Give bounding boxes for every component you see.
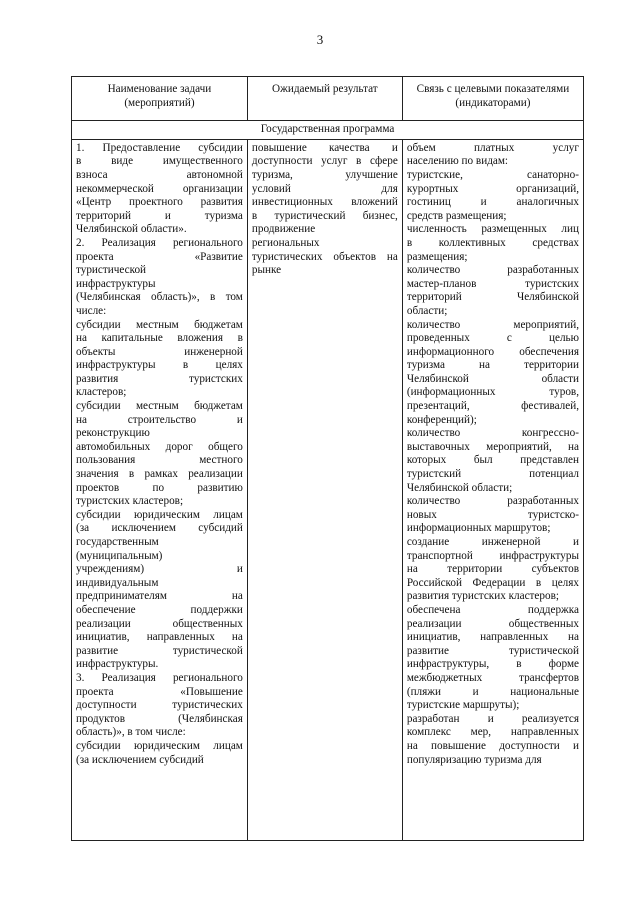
- task-line: на капитальные вложения в: [76, 332, 243, 345]
- indicator-line: инфраструктуры, в форме: [406, 658, 579, 671]
- indicator-line: туристские, санаторно-: [406, 168, 579, 181]
- task-line: туристической: [76, 264, 147, 277]
- task-line: объекты инженерной: [76, 345, 243, 358]
- task-line: инфраструктуры: [76, 277, 156, 290]
- result-line: условий для: [251, 182, 398, 195]
- indicator-line: которых был представлен: [406, 454, 579, 467]
- result-line: инвестиционных вложений: [251, 196, 398, 209]
- indicator-line: инициатив, направленных на: [406, 631, 579, 644]
- indicator-line: количество разработанных: [406, 264, 579, 277]
- result-line: туризма, улучшение: [251, 168, 398, 181]
- indicator-line: Челябинской области;: [406, 481, 513, 494]
- task-line: инфраструктуры.: [76, 658, 159, 671]
- task-line: территорий и туризма: [76, 209, 243, 222]
- task-line: автомобильных дорог общего: [76, 440, 243, 453]
- result-line: доступности услуг в сфере: [251, 155, 398, 168]
- task-line: инфраструктуры в целях: [76, 359, 243, 372]
- task-line: в виде имущественного: [76, 155, 243, 168]
- task-cell: [72, 139, 248, 840]
- indicator-line: численность размещенных лиц: [406, 223, 579, 236]
- indicator-line: комплекс мер, направленных: [406, 726, 579, 739]
- indicator-line: презентаций, фестивалей,: [406, 400, 579, 413]
- section-row: [72, 121, 584, 140]
- task-line: область)», в том числе:: [76, 726, 186, 739]
- indicator-line: обеспечена поддержка: [406, 603, 579, 616]
- indicator-line: гостиниц и аналогичных: [406, 196, 579, 209]
- task-line: (за исключением субсидий: [76, 753, 204, 766]
- indicator-line: средств размещения;: [406, 209, 507, 222]
- header-expected-result: Ожидаемый результат: [247, 77, 402, 121]
- indicator-line: Челябинской области: [406, 372, 579, 385]
- task-line: инициатив, направленных на: [76, 631, 243, 644]
- indicator-line: туристский потенциал: [406, 468, 579, 481]
- indicator-line: объем платных услуг: [406, 141, 579, 154]
- task-line: значения в рамках реализации: [76, 468, 243, 481]
- indicator-line: мастер-планов туристских: [406, 277, 579, 290]
- section-title: Государственная программа: [72, 121, 584, 140]
- task-line: субсидии местным бюджетам: [76, 318, 243, 331]
- indicator-line: популяризацию туризма для: [406, 753, 542, 766]
- indicator-line: на территории субъектов: [406, 563, 579, 576]
- task-line: субсидии юридическим лицам: [76, 739, 243, 752]
- task-line: учреждениям) и: [76, 563, 243, 576]
- indicator-line: размещения;: [406, 250, 468, 263]
- indicator-line: количество мероприятий,: [406, 318, 579, 331]
- indicator-line: проведенных с целью: [406, 332, 579, 345]
- indicator-line: на повышение доступности и: [406, 739, 579, 752]
- task-line: субсидии местным бюджетам: [76, 400, 243, 413]
- task-line: предпринимателям на: [76, 590, 243, 603]
- indicator-line: новых туристско-: [406, 508, 579, 521]
- task-line: кластеров;: [76, 386, 127, 399]
- task-line: доступности туристических: [76, 699, 243, 712]
- task-line: реконструкцию: [76, 427, 150, 440]
- page-number: 3: [316, 32, 324, 47]
- indicator-line: транспортной инфраструктуры: [406, 549, 579, 562]
- table-row: [72, 139, 584, 840]
- task-line: развития туристских: [76, 372, 243, 385]
- task-line: проектов по развитию: [76, 481, 243, 494]
- indicator-line: (информационных туров,: [406, 386, 579, 399]
- task-line: взноса автономной: [76, 168, 243, 181]
- result-line: в туристический бизнес,: [251, 209, 398, 222]
- indicator-line: туристские маршруты);: [406, 699, 520, 712]
- indicator-line: разработан и реализуется: [406, 712, 579, 725]
- task-line: некоммерческой организации: [76, 182, 243, 195]
- task-line: Челябинской области».: [76, 223, 187, 236]
- indicator-line: реализации общественных: [406, 617, 579, 630]
- indicator-line: информационных маршрутов;: [406, 522, 551, 535]
- indicator-line: развитие туристической: [406, 644, 579, 657]
- header-indicators: Связь с целевыми показателями (индикаторами): [402, 77, 583, 121]
- task-line: субсидии юридическим лицам: [76, 508, 243, 521]
- task-line: (муниципальным): [76, 549, 163, 562]
- result-line: рынке: [251, 264, 282, 277]
- task-line: государственным: [76, 536, 159, 548]
- task-line: проекта «Повышение: [76, 685, 243, 698]
- indicator-line: развития туристских кластеров;: [406, 590, 559, 603]
- indicator-line: количество разработанных: [406, 495, 579, 508]
- indicator-line: межбюджетных трансфертов: [406, 671, 579, 684]
- indicator-line: конференций);: [406, 413, 477, 426]
- task-line: индивидуальным: [76, 576, 159, 589]
- indicator-line: области;: [406, 304, 448, 317]
- task-line: обеспечение поддержки: [76, 603, 243, 616]
- indicator-line: информационного обеспечения: [406, 345, 579, 358]
- header-task: Наименование задачи (мероприятий): [72, 77, 248, 121]
- task-line: (Челябинская область)», в том: [76, 291, 243, 304]
- result-line: продвижение: [251, 223, 316, 236]
- indicators-cell: [402, 139, 583, 840]
- task-line: продуктов (Челябинская: [76, 712, 243, 725]
- task-line: на строительство и: [76, 413, 243, 426]
- task-line: развитие туристической: [76, 644, 243, 657]
- indicator-line: населению по видам:: [406, 155, 509, 168]
- task-line: числе:: [76, 304, 107, 317]
- indicator-line: (пляжи и национальные: [406, 685, 579, 698]
- goals-table: [71, 76, 584, 841]
- indicator-line: создание инженерной и: [406, 536, 579, 548]
- indicator-line: туризма на территории: [406, 359, 579, 372]
- indicator-line: Российской Федерации в целях: [406, 576, 579, 589]
- indicator-line: выставочных мероприятий, на: [406, 440, 579, 453]
- indicator-line: в коллективных средствах: [406, 236, 579, 249]
- task-line: «Центр проектного развития: [76, 196, 243, 209]
- task-line: 3. Реализация регионального: [76, 671, 243, 684]
- task-line: туристских кластеров;: [76, 495, 184, 508]
- indicator-line: территорий Челябинской: [406, 291, 579, 304]
- indicator-line: количество конгрессно-: [406, 427, 579, 440]
- task-line: реализации общественных: [76, 617, 243, 630]
- task-line: проекта «Развитие: [76, 250, 243, 263]
- table-header-row: [72, 77, 584, 121]
- result-line: региональных: [251, 236, 320, 249]
- result-line: повышение качества и: [251, 141, 398, 154]
- task-line: пользования местного: [76, 454, 243, 467]
- task-line: 2. Реализация регионального: [76, 236, 243, 249]
- expected-result-cell: [247, 139, 402, 840]
- result-line: туристических объектов на: [251, 250, 398, 263]
- indicator-line: курортных организаций,: [406, 182, 579, 195]
- task-line: 1. Предоставление субсидии: [76, 141, 243, 154]
- task-line: (за исключением субсидий: [76, 522, 243, 535]
